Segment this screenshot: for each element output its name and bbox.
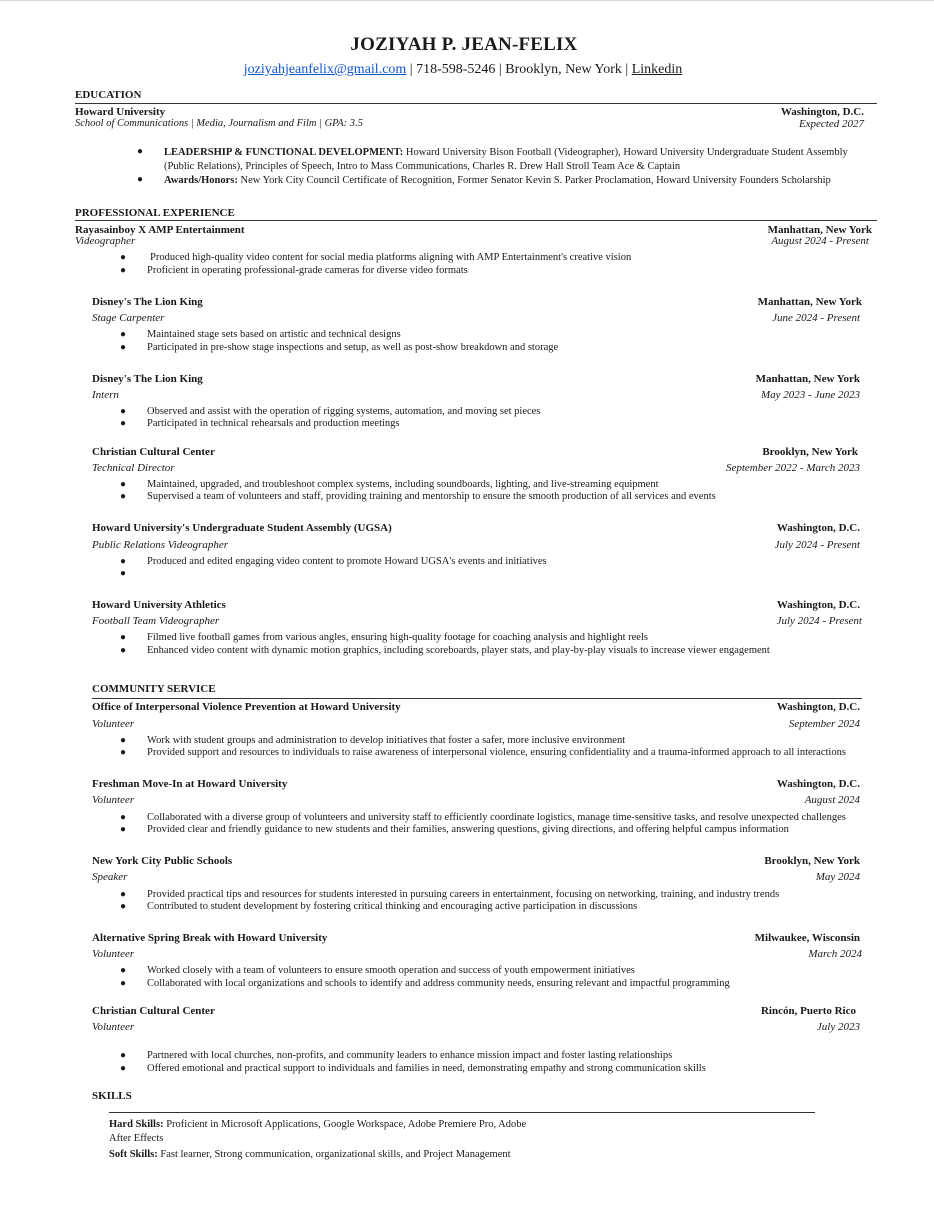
service-role: Volunteer — [92, 718, 135, 730]
service-org: Freshman Move-In at Howard University — [92, 778, 288, 790]
bullet: ● — [120, 418, 127, 429]
service-bullet: Work with student groups and administration to develop initiatives that foster a safer, more inclusive environment — [147, 735, 626, 746]
service-bullet: Contributed to student development by fostering critical thinking and encouraging active participation in discussions — [147, 901, 638, 912]
top-border — [0, 0, 934, 1]
leadership-text-2: (Public Relations), Principles of Speech, Intro to Mass Communications, Charles R. Drew Hall Stroll Team Ace & Captain — [164, 161, 681, 172]
contact-line — [0, 62, 926, 78]
job-bullet: Supervised a team of volunteers and staff, providing training and mentorship to ensure the smooth production of all services and events — [147, 491, 716, 502]
bullet: ● — [120, 252, 127, 263]
job-dates: May 2023 - June 2023 — [761, 389, 860, 401]
service-dates: March 2024 — [808, 948, 862, 960]
service-org: Office of Interpersonal Violence Prevention at Howard University — [92, 701, 401, 713]
awards-label: Awards/Honors: — [164, 175, 238, 186]
service-dates: September 2024 — [788, 718, 860, 730]
service-org: Alternative Spring Break with Howard University — [92, 932, 328, 944]
job-dates: August 2024 - Present — [771, 235, 869, 247]
school-name: Howard University — [75, 106, 166, 118]
bullet: ● — [120, 1050, 127, 1061]
awards-item — [164, 174, 876, 188]
job-org: Disney's The Lion King — [92, 296, 203, 308]
job-location: Washington, D.C. — [776, 522, 860, 534]
bullet: ● — [120, 491, 127, 502]
section-divider — [75, 220, 877, 221]
skills-heading: SKILLS — [92, 1090, 132, 1102]
service-role: Volunteer — [92, 1021, 135, 1033]
bullet: ● — [120, 812, 127, 823]
job-dates: July 2024 - Present — [776, 615, 862, 627]
service-bullet: Provided practical tips and resources for students interested in pursuing careers in entertainment, focusing on networking, training, and industry trends — [147, 889, 780, 900]
leadership-text-1: Howard University Bison Football (Videographer), Howard University Undergraduate Student Assembly — [405, 147, 848, 158]
job-location: Manhattan, New York — [767, 224, 872, 236]
bullet: ● — [120, 965, 127, 976]
bullet: ● — [120, 889, 127, 900]
job-location: Washington, D.C. — [776, 599, 860, 611]
job-role: Stage Carpenter — [92, 312, 165, 324]
service-org: Christian Cultural Center — [92, 1005, 215, 1017]
service-location: Washington, D.C. — [776, 701, 860, 713]
page-title: JOZIYAH P. JEAN-FELIX — [350, 34, 578, 55]
service-bullet: Collaborated with a diverse group of volunteers and university staff to efficiently coordinate logistics, manage time-sensitive tasks, and resolve unexpected challenges — [147, 812, 846, 823]
job-org: Howard University's Undergraduate Student Assembly (UGSA) — [92, 522, 392, 534]
bullet: ● — [120, 747, 127, 758]
hard-skills-text-1: Proficient in Microsoft Applications, Google Workspace, Adobe Premiere Pro, Adobe — [166, 1119, 527, 1130]
bullet: ● — [120, 406, 127, 417]
service-location: Milwaukee, Wisconsin — [754, 932, 860, 944]
awards-text: New York City Council Certificate of Recognition, Former Senator Kevin S. Parker Proclamation, Howard University Founders Scholarship — [240, 175, 831, 186]
service-bullet: Provided clear and friendly guidance to new students and their families, answering questions, giving directions, and offering helpful campus information — [147, 824, 789, 835]
experience-heading: PROFESSIONAL EXPERIENCE — [75, 207, 235, 219]
soft-skills-label: Soft Skills: — [109, 1149, 158, 1160]
service-dates: July 2023 — [816, 1021, 860, 1033]
expected-date: Expected 2027 — [798, 118, 864, 130]
job-dates: June 2024 - Present — [772, 312, 860, 324]
bullet: ● — [120, 978, 127, 989]
service-bullet: Offered emotional and practical support to individuals and families in need, demonstrating empathy and strong communication skills — [147, 1063, 706, 1074]
linkedin-link[interactable]: Linkedin — [631, 62, 683, 77]
bullet: ● — [120, 479, 127, 490]
job-role: Football Team Videographer — [92, 615, 220, 627]
job-bullet: Maintained stage sets based on artistic and technical designs — [147, 329, 401, 340]
job-bullet: Participated in technical rehearsals and production meetings — [147, 418, 400, 429]
bullet: ● — [120, 329, 127, 340]
bullet: ● — [120, 568, 127, 579]
job-bullet: Enhanced video content with dynamic motion graphics, including scoreboards, player stats, and play-by-play visuals to increase viewer engagement — [147, 645, 770, 656]
service-location: Brooklyn, New York — [764, 855, 860, 867]
service-role: Volunteer — [92, 948, 135, 960]
job-org: Howard University Athletics — [92, 599, 226, 611]
job-location: Manhattan, New York — [755, 373, 860, 385]
job-org: Christian Cultural Center — [92, 446, 215, 458]
service-bullet: Collaborated with local organizations and schools to identify and address community needs, ensuring relevant and impactful programming — [147, 978, 730, 989]
soft-skills-text: Fast learner, Strong communication, organizational skills, and Project Management — [160, 1149, 511, 1160]
job-dates: July 2024 - Present — [774, 539, 860, 551]
service-role: Speaker — [92, 871, 128, 883]
phone-location: | 718-598-5246 | Brooklyn, New York | — [409, 62, 629, 77]
section-divider — [75, 103, 877, 104]
service-dates: August 2024 — [804, 794, 860, 806]
hard-skills-text-2: After Effects — [109, 1133, 164, 1144]
bullet: ● — [120, 632, 127, 643]
service-bullet: Provided support and resources to individuals to raise awareness of interpersonal violence, ensuring confidentiality and a trauma-informed approach to all interactions — [147, 747, 846, 758]
bullet: ● — [120, 901, 127, 912]
bullet: ● — [120, 645, 127, 656]
education-heading: EDUCATION — [75, 89, 142, 101]
bullet: ● — [120, 556, 127, 567]
hard-skills — [109, 1118, 559, 1146]
section-divider — [92, 698, 862, 699]
job-bullet: Observed and assist with the operation of rigging systems, automation, and moving set pieces — [147, 406, 541, 417]
service-role: Volunteer — [92, 794, 135, 806]
job-location: Manhattan, New York — [757, 296, 862, 308]
service-dates: May 2024 — [815, 871, 860, 883]
job-role: Intern — [92, 389, 119, 401]
service-org: New York City Public Schools — [92, 855, 233, 867]
job-dates: September 2022 - March 2023 — [725, 462, 860, 474]
program: School of Communications | Media, Journalism and Film | GPA: 3.5 — [75, 118, 363, 129]
bullet: ● — [120, 824, 127, 835]
job-bullet: Produced high-quality video content for social media platforms aligning with AMP Entertainment's creative vision — [150, 252, 632, 263]
bullet: ● — [120, 1063, 127, 1074]
job-location: Brooklyn, New York — [762, 446, 858, 458]
job-org: Rayasainboy X AMP Entertainment — [75, 224, 245, 236]
job-role: Technical Director — [92, 462, 175, 474]
job-role: Public Relations Videographer — [92, 539, 229, 551]
community-heading: COMMUNITY SERVICE — [92, 683, 216, 695]
job-role: Videographer — [75, 235, 136, 247]
email-link[interactable]: joziyahjeanfelix@gmail.com — [243, 62, 407, 77]
bullet: ● — [120, 735, 127, 746]
job-bullet: Participated in pre-show stage inspections and setup, as well as post-show breakdown and storage — [147, 342, 559, 353]
service-bullet: Worked closely with a team of volunteers to ensure smooth operation and success of youth empowerment initiatives — [147, 965, 635, 976]
service-location: Rincón, Puerto Rico — [760, 1005, 856, 1017]
job-bullet: Maintained, upgraded, and troubleshoot complex systems, including soundboards, lighting, and live-streaming equipment — [147, 479, 659, 490]
leadership-label: LEADERSHIP & FUNCTIONAL DEVELOPMENT: — [164, 147, 404, 158]
bullet: ● — [120, 342, 127, 353]
soft-skills — [109, 1148, 511, 1162]
bullet: ● — [120, 265, 127, 276]
job-bullet: Filmed live football games from various angles, ensuring high-quality footage for coaching analysis and highlight reels — [147, 632, 648, 643]
service-bullet: Partnered with local churches, non-profits, and community leaders to enhance mission impact and foster lasting relationships — [147, 1050, 673, 1061]
leadership-item — [164, 146, 876, 174]
school-location: Washington, D.C. — [780, 106, 864, 118]
section-divider — [109, 1112, 815, 1113]
service-location: Washington, D.C. — [776, 778, 860, 790]
hard-skills-label: Hard Skills: — [109, 1119, 164, 1130]
bullet: ● — [137, 146, 144, 157]
job-bullet: Produced and edited engaging video content to promote Howard UGSA's events and initiatives — [147, 556, 547, 567]
bullet: ● — [137, 174, 144, 185]
job-org: Disney's The Lion King — [92, 373, 203, 385]
job-bullet: Proficient in operating professional-grade cameras for diverse video formats — [147, 265, 468, 276]
